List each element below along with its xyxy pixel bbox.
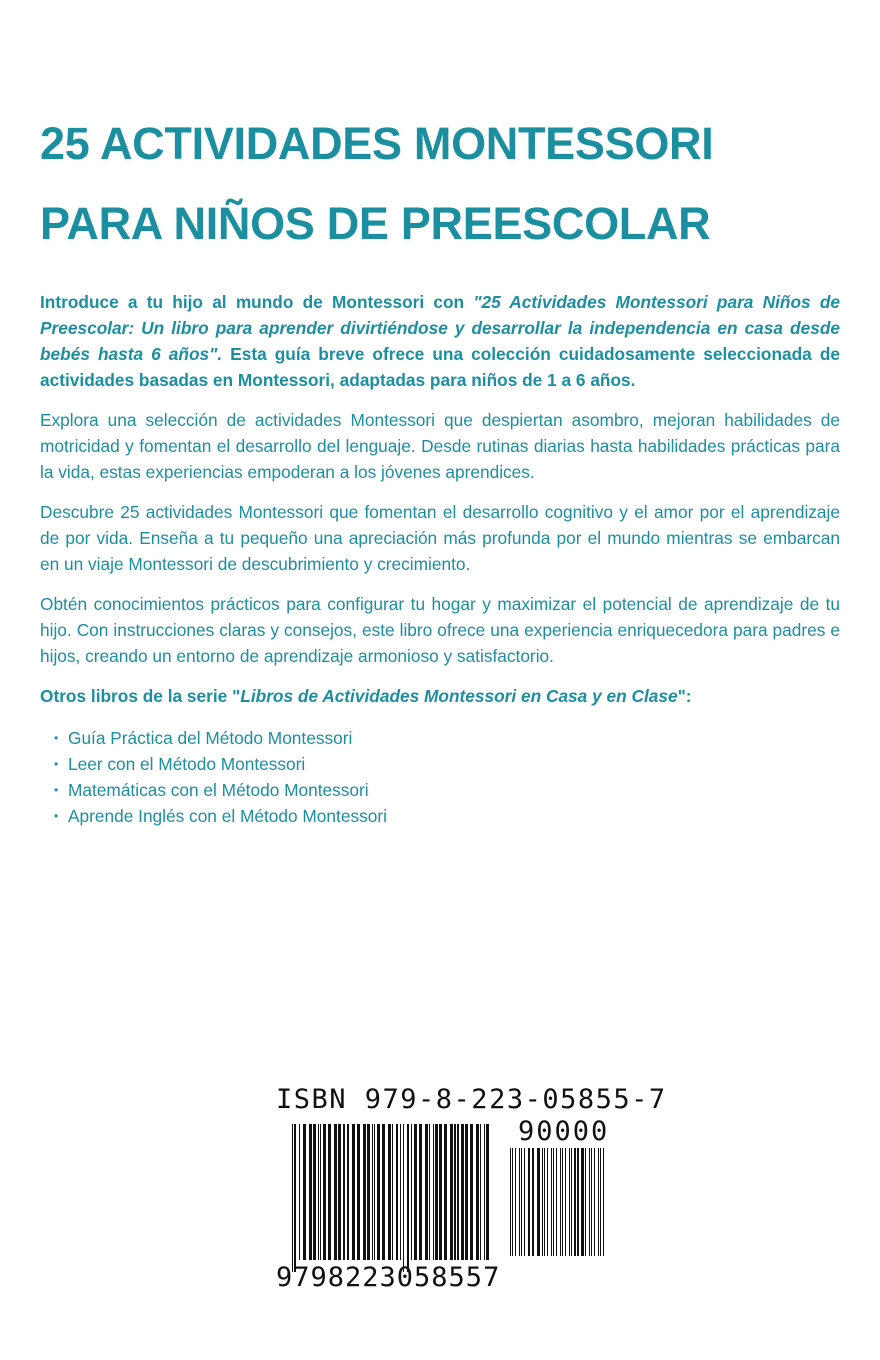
series-book-item — [54, 777, 840, 803]
intro-text-after: Esta guía breve ofrece una colección cuidadosamente seleccionada de actividades basadas en Montessori, adaptadas para niños de 1 a 6 años. — [40, 344, 840, 390]
intro-paragraph — [40, 289, 840, 393]
barcode-bar — [569, 1148, 570, 1256]
barcode-bar — [303, 1124, 306, 1260]
barcode-bar — [454, 1124, 456, 1260]
barcode-bar — [425, 1124, 428, 1260]
barcode-bar — [439, 1124, 442, 1260]
barcode-bar — [323, 1124, 326, 1260]
barcode-bar — [461, 1124, 464, 1260]
book-title-1: Guía Práctica del Método Montessori — [68, 728, 353, 748]
barcode-bar — [328, 1124, 331, 1260]
paragraph-knowledge: Obtén conocimientos prácticos para configurar tu hogar y maximizar el potencial de aprendizaje de tu hijo. Con instrucciones claras y consejos, este libro ofrece una experiencia enriquecedora para padres e hijos, creando un entorno de aprendizaje armonioso y satisfactorio. — [40, 594, 840, 666]
barcode-digits: 9798223058557 — [276, 1262, 501, 1293]
barcode-bar — [347, 1124, 349, 1260]
barcode-bar — [574, 1148, 576, 1256]
series-suffix: ": — [677, 686, 692, 706]
barcode-bar — [435, 1124, 438, 1260]
barcode-bar — [480, 1124, 481, 1260]
barcode-bar — [367, 1124, 370, 1260]
series-book-item — [54, 751, 840, 777]
barcode-bar — [524, 1148, 525, 1256]
barcode-bar — [537, 1148, 540, 1256]
barcode-bar — [294, 1124, 296, 1272]
barcode-bar — [318, 1124, 319, 1260]
barcode-bar — [521, 1148, 522, 1256]
series-book-item — [54, 803, 840, 829]
barcode-bar — [577, 1148, 579, 1256]
barcode-bar — [553, 1148, 554, 1256]
series-name: Libros de Actividades Montessori en Casa y en Clase — [240, 686, 678, 706]
barcode-bar — [581, 1148, 584, 1256]
series-prefix: Otros libros de la serie " — [40, 686, 241, 706]
barcode-bar — [357, 1124, 360, 1260]
barcode-bar — [407, 1124, 409, 1272]
barcode-bar — [519, 1148, 520, 1256]
barcode-bar — [299, 1124, 300, 1260]
isbn-barcode — [270, 1078, 667, 1298]
title-line-1: 25 ACTIVIDADES MONTESSORI — [40, 118, 714, 169]
book-title-3: Matemáticas con el Método Montessori — [68, 780, 369, 800]
paragraph-discover: Descubre 25 actividades Montessori que fomentan el desarrollo cognitivo y el amor por el aprendizaje de por vida. Enseña a tu pequeño una apreciación más profunda por el mundo mientras se embarcan en un viaje Montessori de descubrimiento y crecimiento. — [40, 502, 840, 574]
barcode-bar — [544, 1148, 545, 1256]
barcode-bar — [598, 1148, 599, 1256]
barcode-bar — [352, 1124, 355, 1260]
isbn-label: ISBN 979-8-223-05855-7 — [276, 1084, 667, 1115]
barcode-bar — [476, 1124, 479, 1260]
barcode-bar — [388, 1124, 391, 1260]
barcode-bar — [414, 1124, 417, 1260]
bullet-icon: • — [54, 757, 59, 771]
barcode-bar — [377, 1124, 380, 1260]
barcode-bar — [565, 1148, 566, 1256]
barcode-bar — [313, 1124, 316, 1260]
barcode-bar — [560, 1148, 561, 1256]
barcode-bar — [343, 1124, 345, 1260]
intro-book-title: "25 Actividades Montessori para Niños de Preescolar: Un libro para aprender divirtiéndose y desarrollar la independencia en casa desde bebés hasta 6 años". — [40, 292, 841, 364]
barcode-bar — [542, 1148, 543, 1256]
bullet-icon: • — [54, 731, 59, 745]
barcode-bar — [382, 1124, 385, 1260]
barcode-bar — [594, 1148, 595, 1256]
ean-bars — [292, 1124, 492, 1272]
barcode-bar — [556, 1148, 557, 1256]
barcode-bar — [292, 1124, 293, 1272]
series-heading — [40, 683, 840, 709]
barcode-bar — [585, 1148, 586, 1256]
barcode-bar — [591, 1148, 592, 1256]
intro-text-before: Introduce a tu hijo al mundo de Montessori con — [40, 292, 474, 312]
barcode-bar — [562, 1148, 563, 1256]
barcode-bar — [419, 1124, 422, 1260]
book-title — [40, 104, 860, 264]
barcode-bar — [411, 1124, 412, 1260]
barcode-bar — [400, 1124, 401, 1260]
paragraph-explore: Explora una selección de actividades Montessori que despiertan asombro, mejoran habilidades de motricidad y fomentan el desarrollo del lenguaje. Desde rutinas diarias hasta habilidades prácticas para la vida, estas experiencias empoderan a los jóvenes aprendices. — [40, 410, 840, 482]
barcode-bar — [450, 1124, 453, 1260]
price-code: 90000 — [518, 1116, 610, 1147]
barcode-bar — [486, 1124, 489, 1260]
barcode-bar — [515, 1148, 516, 1256]
series-book-list — [40, 725, 840, 829]
barcode-bar — [374, 1124, 375, 1260]
barcode-bar — [528, 1148, 530, 1256]
barcode-bar — [363, 1124, 366, 1260]
barcode-bar — [396, 1124, 398, 1260]
addon-bars — [510, 1148, 606, 1268]
barcode-bar — [510, 1148, 511, 1256]
barcode-bar — [600, 1148, 601, 1256]
bullet-icon: • — [54, 809, 59, 823]
barcode-bar — [433, 1124, 434, 1260]
book-title-4: Aprende Inglés con el Método Montessori — [68, 806, 387, 826]
barcode-bar — [484, 1124, 485, 1260]
barcode-bar — [320, 1124, 321, 1260]
barcode-bar — [551, 1148, 552, 1256]
barcode-bar — [571, 1148, 572, 1256]
bullet-icon: • — [54, 783, 59, 797]
barcode-bar — [465, 1124, 468, 1260]
barcode-bar — [338, 1124, 341, 1260]
title-line-2: PARA NIÑOS DE PREESCOLAR — [40, 198, 711, 249]
barcode-bar — [532, 1148, 534, 1256]
description — [40, 289, 840, 829]
barcode-bar — [603, 1148, 604, 1256]
barcode-bar — [512, 1148, 513, 1256]
barcode-bar — [547, 1148, 548, 1256]
book-title-2: Leer con el Método Montessori — [68, 754, 306, 774]
barcode-bar — [429, 1124, 430, 1260]
barcode-bar — [457, 1124, 459, 1260]
barcode-bar — [334, 1124, 337, 1260]
barcode-bar — [309, 1124, 312, 1260]
barcode-bar — [403, 1124, 404, 1272]
barcode-bar — [372, 1124, 373, 1260]
barcode-bar — [392, 1124, 393, 1260]
barcode-bar — [470, 1124, 473, 1260]
barcode-bar — [589, 1148, 590, 1256]
barcode-bar — [444, 1124, 447, 1260]
series-book-item — [54, 725, 840, 751]
